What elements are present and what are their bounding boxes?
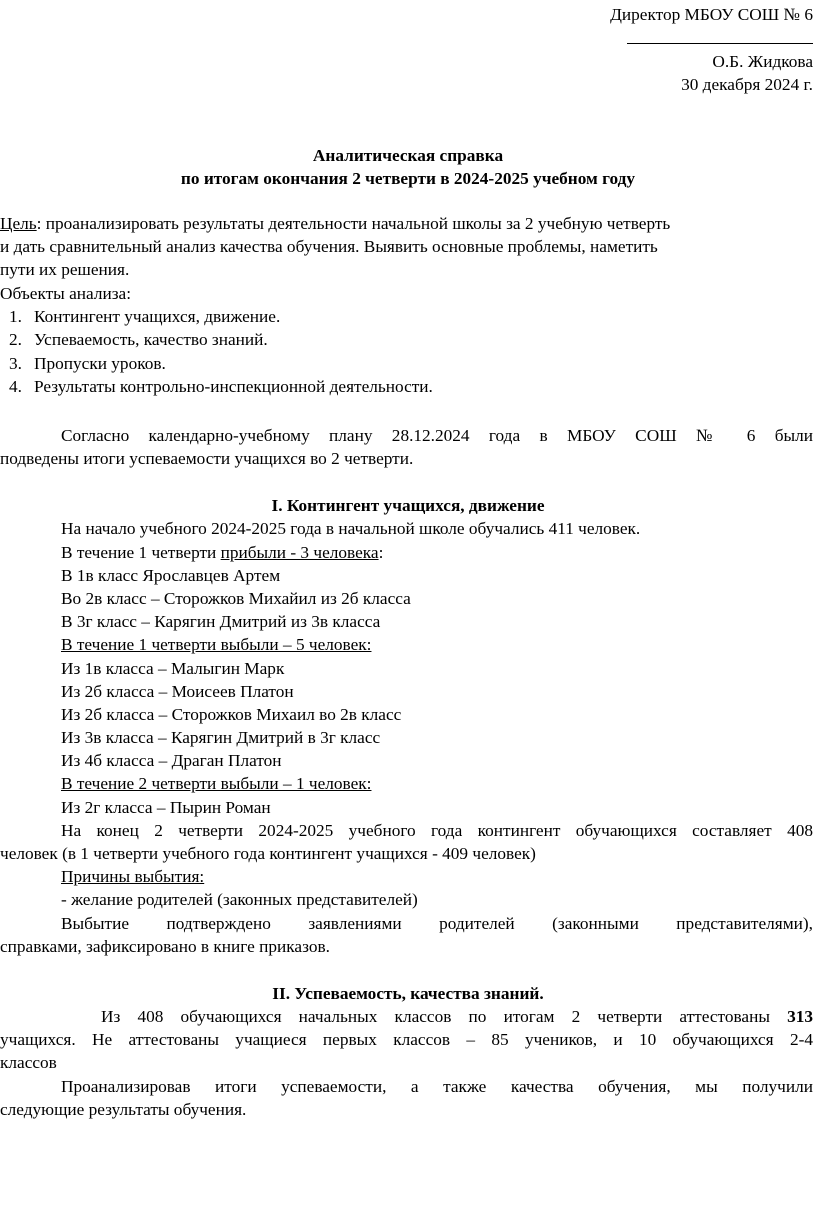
arrived-heading (61, 541, 383, 564)
approval-date: 30 декабря 2024 г. (681, 75, 813, 94)
list-number: 3. (9, 354, 22, 373)
arrived-item: Во 2в класс – Сторожков Михайил из 2б класса (61, 589, 411, 608)
arrived-prefix: В течение 1 четверти (61, 543, 221, 562)
section-2-heading: II. Успеваемость, качества знаний. (272, 984, 544, 1003)
list-item (0, 305, 280, 328)
left-q1-item: Из 4б класса – Драган Платон (61, 751, 282, 770)
arrived-count: прибыли - 3 человека (220, 543, 379, 562)
document-subtitle: по итогам окончания 2 четверти в 2024-2025 учебном году (180, 169, 636, 188)
reason-item: - желание родителей (законных представителей) (61, 890, 418, 909)
goal-label: Цель (0, 214, 37, 233)
list-text: Результаты контрольно-инспекционной деятельности. (34, 377, 433, 396)
intro-line-2: подведены итоги успеваемости учащихся во 2 четверти. (0, 449, 414, 468)
intro-line-1: Согласно календарно-учебному плану 28.12.2024 года в МБОУ СОШ № 6 были (61, 426, 813, 445)
left-q1-heading: В течение 1 четверти выбыли – 5 человек: (61, 635, 372, 654)
end-count-line-1: На конец 2 четверти 2024-2025 учебного года контингент обучающихся составляет 408 (61, 821, 813, 840)
list-number: 4. (9, 377, 22, 396)
list-number: 2. (9, 330, 22, 349)
attested-line-3: классов (0, 1053, 57, 1072)
document-title: Аналитическая справка (312, 146, 504, 165)
results-line-2: следующие результаты обучения. (0, 1100, 247, 1119)
list-text: Контингент учащихся, движение. (34, 307, 281, 326)
goal-line-1 (0, 212, 670, 235)
left-q2-heading: В течение 2 четверти выбыли – 1 человек: (61, 774, 372, 793)
objects-heading: Объекты анализа: (0, 284, 132, 303)
left-q1-item: Из 3в класса – Карягин Дмитрий в 3г класс (61, 728, 381, 747)
arrived-item: В 1в класс Ярославцев Артем (61, 566, 281, 585)
confirm-line-2: справками, зафиксировано в книге приказов. (0, 937, 330, 956)
arrived-suffix: : (378, 543, 384, 562)
section-1-heading: I. Контингент учащихся, движение (271, 496, 545, 515)
signature-line (627, 43, 813, 44)
director-name: О.Б. Жидкова (712, 52, 813, 71)
left-q1-item: Из 2б класса – Моисеев Платон (61, 682, 294, 701)
attested-count: 313 (787, 1007, 813, 1026)
goal-line-2: и дать сравнительный анализ качества обучения. Выявить основные проблемы, наметить (0, 237, 658, 256)
goal-line-3: пути их решения. (0, 260, 130, 279)
attested-line-1 (0, 1005, 813, 1028)
results-line-1: Проанализировав итоги успеваемости, а также качества обучения, мы получили (61, 1077, 813, 1096)
list-text: Успеваемость, качество знаний. (34, 330, 268, 349)
left-q2-item: Из 2г класса – Пырин Роман (61, 798, 271, 817)
goal-text-1: : проанализировать результаты деятельности начальной школы за 2 учебную четверть (36, 214, 671, 233)
start-count: На начало учебного 2024-2025 года в начальной школе обучались 411 человек. (61, 519, 641, 538)
director-title: Директор МБОУ СОШ № 6 (610, 5, 813, 24)
left-q1-item: Из 2б класса – Сторожков Михаил во 2в класс (61, 705, 402, 724)
list-item (0, 328, 268, 351)
list-item (0, 352, 166, 375)
attested-line-2: учащихся. Не аттестованы учащиеся первых классов – 85 учеников, и 10 обучающихся 2-4 (0, 1030, 813, 1049)
end-count-line-2: человек (в 1 четверти учебного года контингент учащихся - 409 человек) (0, 844, 536, 863)
attested-text: Из 408 обучающихся начальных классов по итогам 2 четверти аттестованы (101, 1007, 788, 1026)
reasons-heading: Причины выбытия: (61, 867, 205, 886)
list-number: 1. (9, 307, 22, 326)
left-q1-item: Из 1в класса – Малыгин Марк (61, 659, 285, 678)
confirm-line-1: Выбытие подтверждено заявлениями родителей (законными представителями), (61, 914, 813, 933)
list-text: Пропуски уроков. (34, 354, 166, 373)
arrived-item: В 3г класс – Карягин Дмитрий из 3в класса (61, 612, 381, 631)
list-item (0, 375, 433, 398)
